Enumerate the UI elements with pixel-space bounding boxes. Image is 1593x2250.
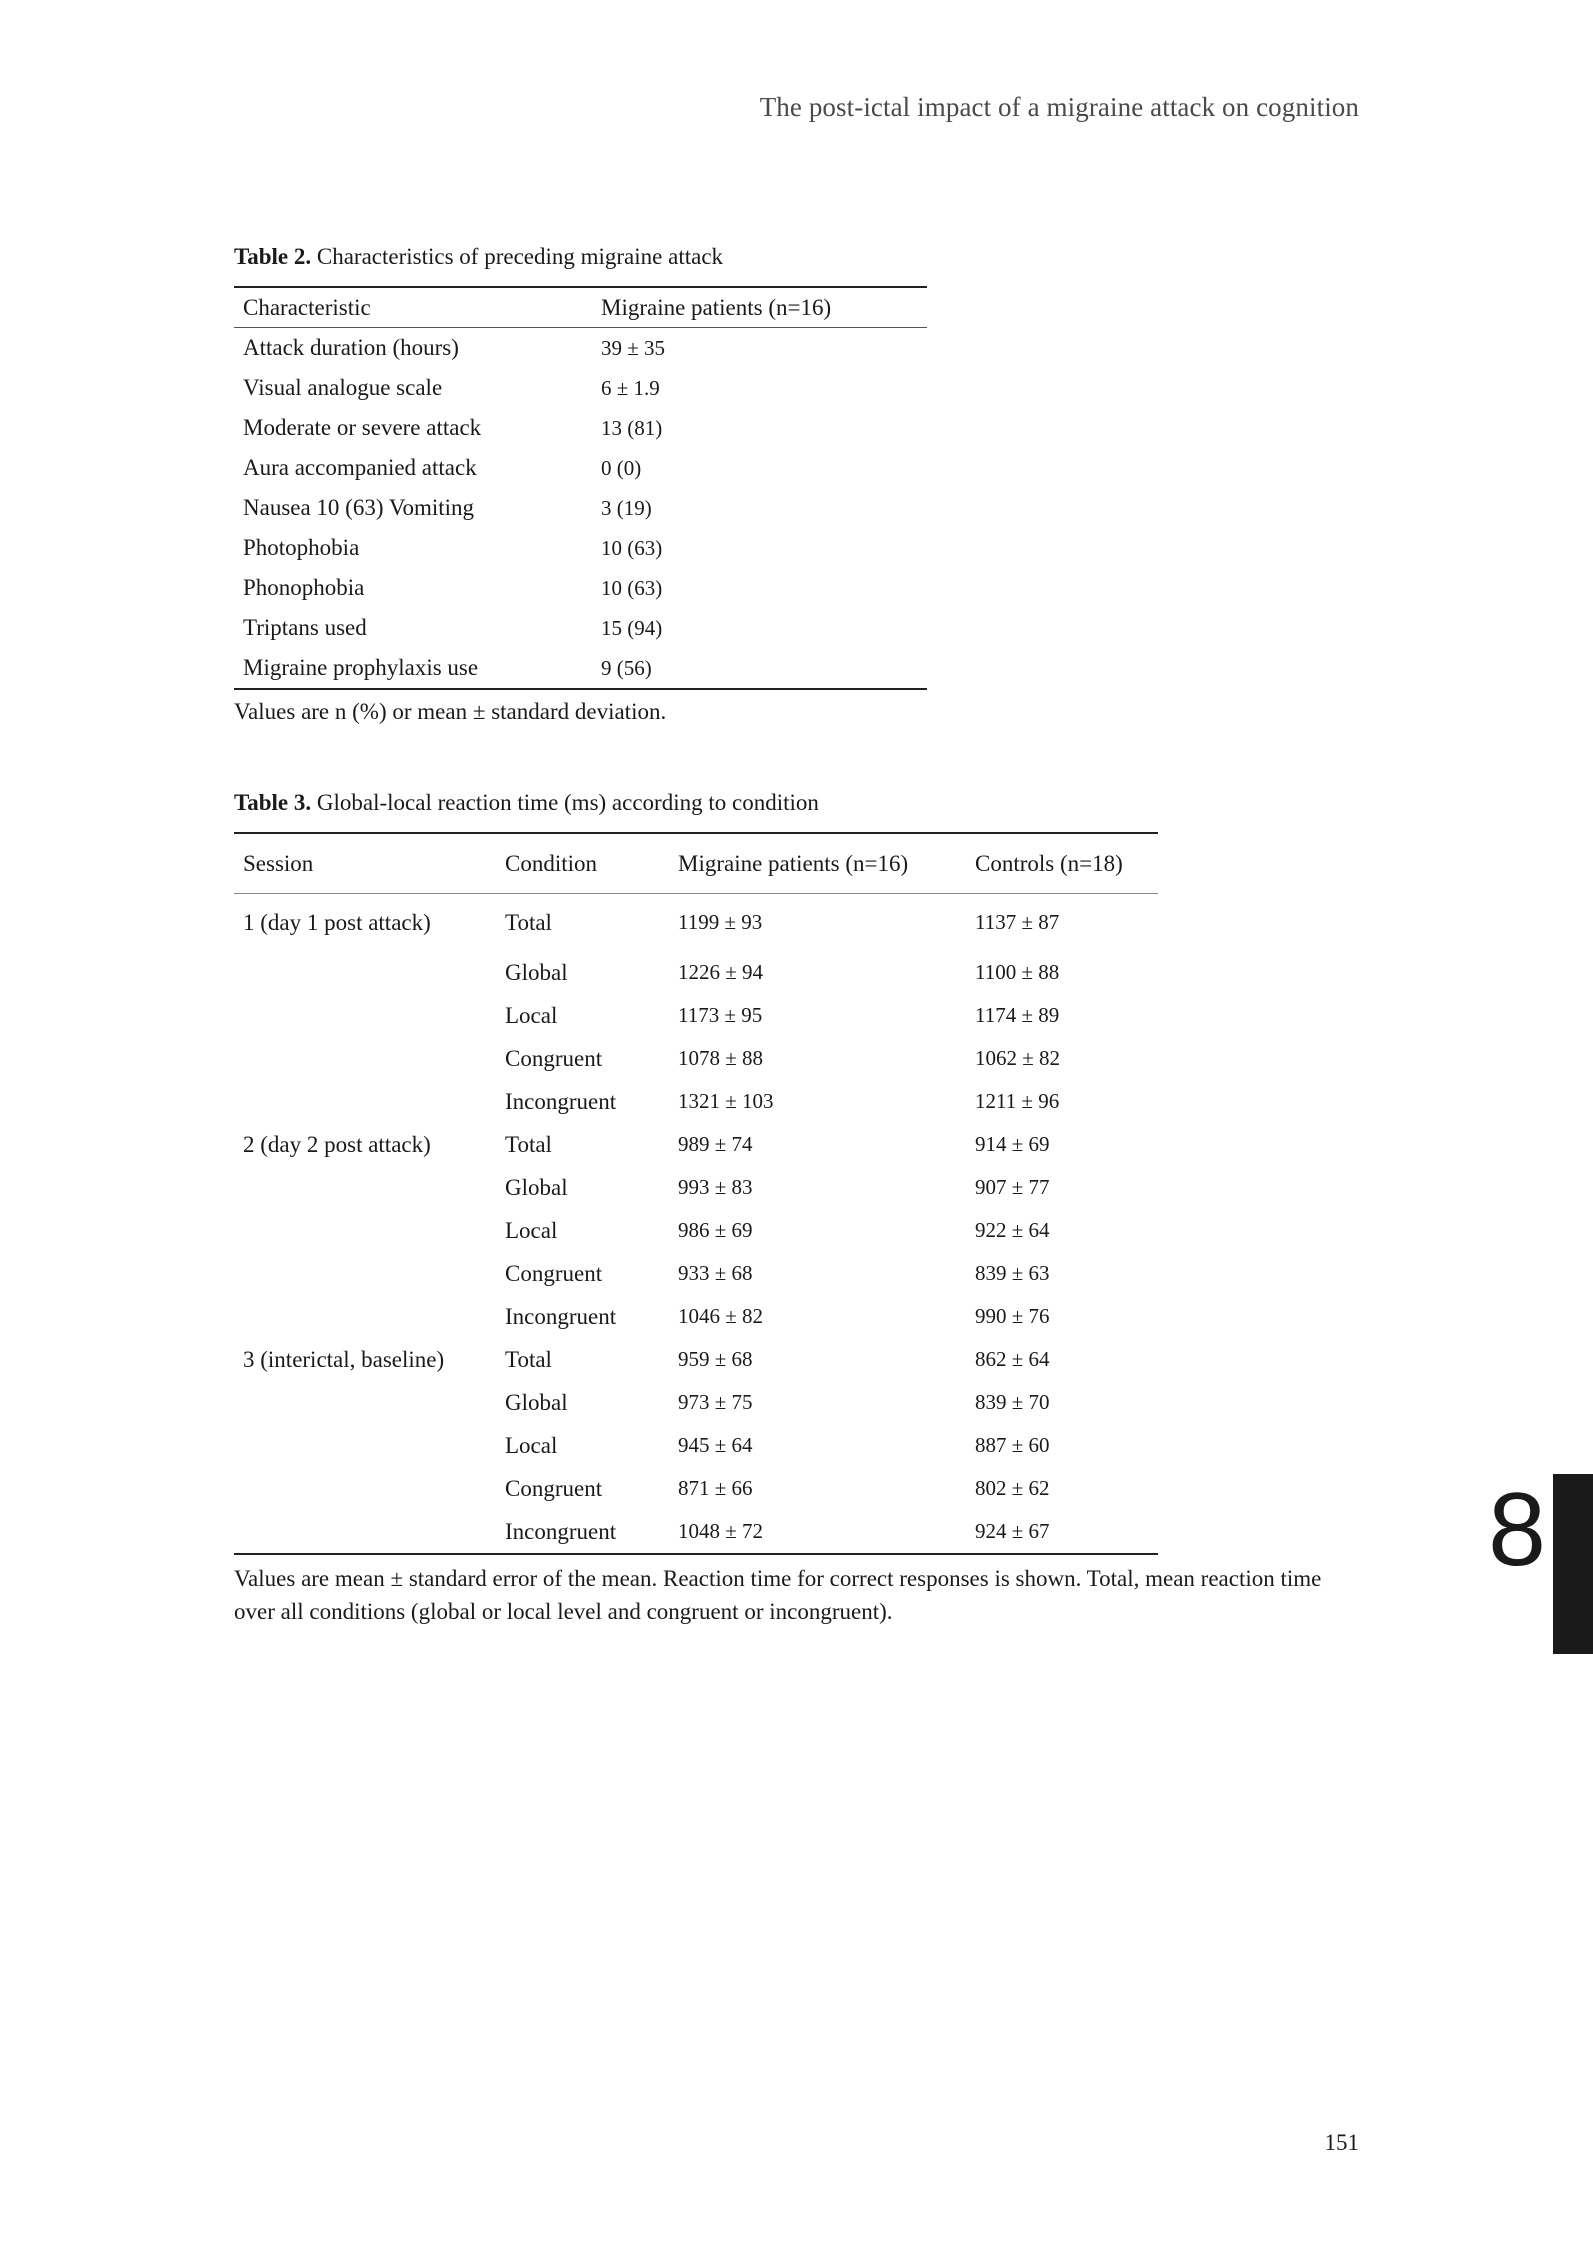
- table3-cell: [234, 1166, 496, 1209]
- table3-cell: Global: [505, 1174, 568, 1200]
- table3-cell: [234, 1295, 496, 1338]
- table2-label: Table 2.: [234, 244, 312, 269]
- table2-cell: 10 (63): [601, 575, 663, 600]
- table2: [234, 286, 927, 690]
- table3-cell: Congruent: [505, 1475, 603, 1501]
- table2-row: [234, 408, 927, 448]
- table2-cell: Aura accompanied attack: [243, 455, 477, 480]
- table3-cell: 1078 ± 88: [678, 1046, 764, 1070]
- page-number: 151: [1324, 2130, 1359, 2155]
- table3-row: [234, 1424, 1158, 1467]
- table3-cell: Local: [505, 1217, 558, 1243]
- table3-row: [234, 894, 1158, 952]
- table3-cell: 1173 ± 95: [678, 1003, 763, 1027]
- running-header: The post-ictal impact of a migraine attack on cognition: [759, 92, 1359, 122]
- table3-cell: [234, 1209, 496, 1252]
- table3-cell: 990 ± 76: [975, 1304, 1050, 1328]
- table2-cell: 6 ± 1.9: [601, 375, 660, 400]
- table3-cell: 2 (day 2 post attack): [243, 1131, 431, 1157]
- table3-cell: [234, 951, 496, 994]
- table2-cell: Migraine prophylaxis use: [243, 655, 479, 680]
- table3-row: [234, 1123, 1158, 1166]
- table3-cell: Incongruent: [505, 1303, 617, 1329]
- table3-cell: 839 ± 63: [975, 1261, 1050, 1285]
- table3-cell: 1048 ± 72: [678, 1519, 764, 1543]
- table3-cell: Global: [505, 1389, 568, 1415]
- table2-cell: 10 (63): [601, 535, 663, 560]
- table3-cell: 1226 ± 94: [678, 960, 764, 984]
- table2-body: [234, 328, 927, 690]
- table3-cell: 1174 ± 89: [975, 1003, 1060, 1027]
- table3-col-controls: Controls (n=18): [966, 833, 1158, 894]
- table3-cell: 1211 ± 96: [975, 1089, 1060, 1113]
- table2-row: [234, 488, 927, 528]
- table2-note: Values are n (%) or mean ± standard deviation.: [234, 699, 667, 724]
- table3-row: [234, 1080, 1158, 1123]
- table2-cell: Phonophobia: [243, 575, 365, 600]
- table3-cell: 862 ± 64: [975, 1347, 1050, 1371]
- table3-cell: 3 (interictal, baseline): [243, 1346, 445, 1372]
- table3-cell: Local: [505, 1432, 558, 1458]
- table2-cell: 13 (81): [601, 415, 663, 440]
- table3-cell: 986 ± 69: [678, 1218, 753, 1242]
- table3-row: [234, 1338, 1158, 1381]
- table3-cell: 1046 ± 82: [678, 1304, 764, 1328]
- table3-row: [234, 1252, 1158, 1295]
- table3-cell: 924 ± 67: [975, 1519, 1050, 1543]
- table3-cell: Congruent: [505, 1260, 603, 1286]
- table3-row: [234, 1467, 1158, 1510]
- table3-row: [234, 1037, 1158, 1080]
- table2-cell: 0 (0): [601, 455, 642, 480]
- table2-cell: Visual analogue scale: [243, 375, 443, 400]
- table3-label: Table 3.: [234, 790, 312, 815]
- table3-caption: [234, 790, 819, 816]
- table3-cell: Total: [505, 1131, 552, 1157]
- table3-row: [234, 1209, 1158, 1252]
- table3-cell: Incongruent: [505, 1088, 617, 1114]
- table3-caption-text: Global-local reaction time (ms) according to condition: [316, 790, 819, 815]
- table2-row: [234, 528, 927, 568]
- table3-col-session: Session: [234, 833, 496, 894]
- table3-col-condition: Condition: [496, 833, 669, 894]
- table3-cell: 959 ± 68: [678, 1347, 753, 1371]
- table3-row: [234, 951, 1158, 994]
- table3-cell: 914 ± 69: [975, 1132, 1050, 1156]
- table3-row: [234, 994, 1158, 1037]
- table3-row: [234, 1510, 1158, 1554]
- table2-cell: Moderate or severe attack: [243, 415, 482, 440]
- table3-cell: [234, 994, 496, 1037]
- table3-cell: Local: [505, 1002, 558, 1028]
- table2-row: [234, 568, 927, 608]
- table3-cell: 973 ± 75: [678, 1390, 753, 1414]
- table2-caption: [234, 244, 723, 270]
- table3-cell: 1 (day 1 post attack): [243, 909, 431, 935]
- table2-row: [234, 608, 927, 648]
- chapter-tab: [1553, 1474, 1593, 1654]
- table3-cell: [234, 1080, 496, 1123]
- table3-cell: [234, 1037, 496, 1080]
- table3-cell: Total: [505, 1346, 552, 1372]
- table3-cell: 907 ± 77: [975, 1175, 1050, 1199]
- table3-cell: 887 ± 60: [975, 1433, 1050, 1457]
- table3-cell: Total: [505, 909, 552, 935]
- table3-cell: 1199 ± 93: [678, 910, 763, 934]
- table3-cell: 1137 ± 87: [975, 910, 1060, 934]
- table2-cell: 39 ± 35: [601, 335, 666, 360]
- table3-cell: 945 ± 64: [678, 1433, 753, 1457]
- table3-cell: Congruent: [505, 1045, 603, 1071]
- table2-row: [234, 368, 927, 408]
- table2-cell: 9 (56): [601, 655, 652, 680]
- table3-cell: 933 ± 68: [678, 1261, 753, 1285]
- table3-cell: 989 ± 74: [678, 1132, 753, 1156]
- table3-cell: 1321 ± 103: [678, 1089, 774, 1113]
- table2-cell: 3 (19): [601, 495, 652, 520]
- table2-cell: Photophobia: [243, 535, 360, 560]
- chapter-number: 8: [1488, 1472, 1546, 1588]
- table3-cell: 993 ± 83: [678, 1175, 753, 1199]
- table3-header-row: [234, 833, 1158, 894]
- table3-cell: [234, 1252, 496, 1295]
- table3-cell: [234, 1510, 496, 1554]
- table3: [234, 832, 1158, 1555]
- table3-cell: [234, 1424, 496, 1467]
- table3-row: [234, 1166, 1158, 1209]
- table2-col-characteristic: Characteristic: [234, 287, 592, 328]
- table2-row: [234, 328, 927, 369]
- table2-col-migraine: Migraine patients (n=16): [592, 287, 927, 328]
- table2-cell: 15 (94): [601, 615, 663, 640]
- table3-cell: 871 ± 66: [678, 1476, 753, 1500]
- table3-row: [234, 1381, 1158, 1424]
- table3-cell: [234, 1381, 496, 1424]
- table3-cell: 922 ± 64: [975, 1218, 1050, 1242]
- table2-cell: Triptans used: [243, 615, 367, 640]
- table3-body: [234, 894, 1158, 1555]
- table2-row: [234, 448, 927, 488]
- table3-cell: Global: [505, 959, 568, 985]
- table2-caption-text: Characteristics of preceding migraine attack: [316, 244, 724, 269]
- table2-cell: Attack duration (hours): [243, 335, 459, 360]
- table3-col-migraine: Migraine patients (n=16): [669, 833, 966, 894]
- table3-cell: 1100 ± 88: [975, 960, 1060, 984]
- table3-cell: 839 ± 70: [975, 1390, 1050, 1414]
- table3-cell: 802 ± 62: [975, 1476, 1050, 1500]
- table2-header-row: [234, 287, 927, 328]
- table2-row: [234, 648, 927, 689]
- table3-note: Values are mean ± standard error of the mean. Reaction time for correct responses is shown. Total, mean reaction time over all conditions (global or local level and congruent or incongruent).: [234, 1566, 1322, 1624]
- table3-row: [234, 1295, 1158, 1338]
- table2-cell: Nausea 10 (63) Vomiting: [243, 495, 475, 520]
- table3-cell: Incongruent: [505, 1518, 617, 1544]
- table3-cell: 1062 ± 82: [975, 1046, 1061, 1070]
- table3-cell: [234, 1467, 496, 1510]
